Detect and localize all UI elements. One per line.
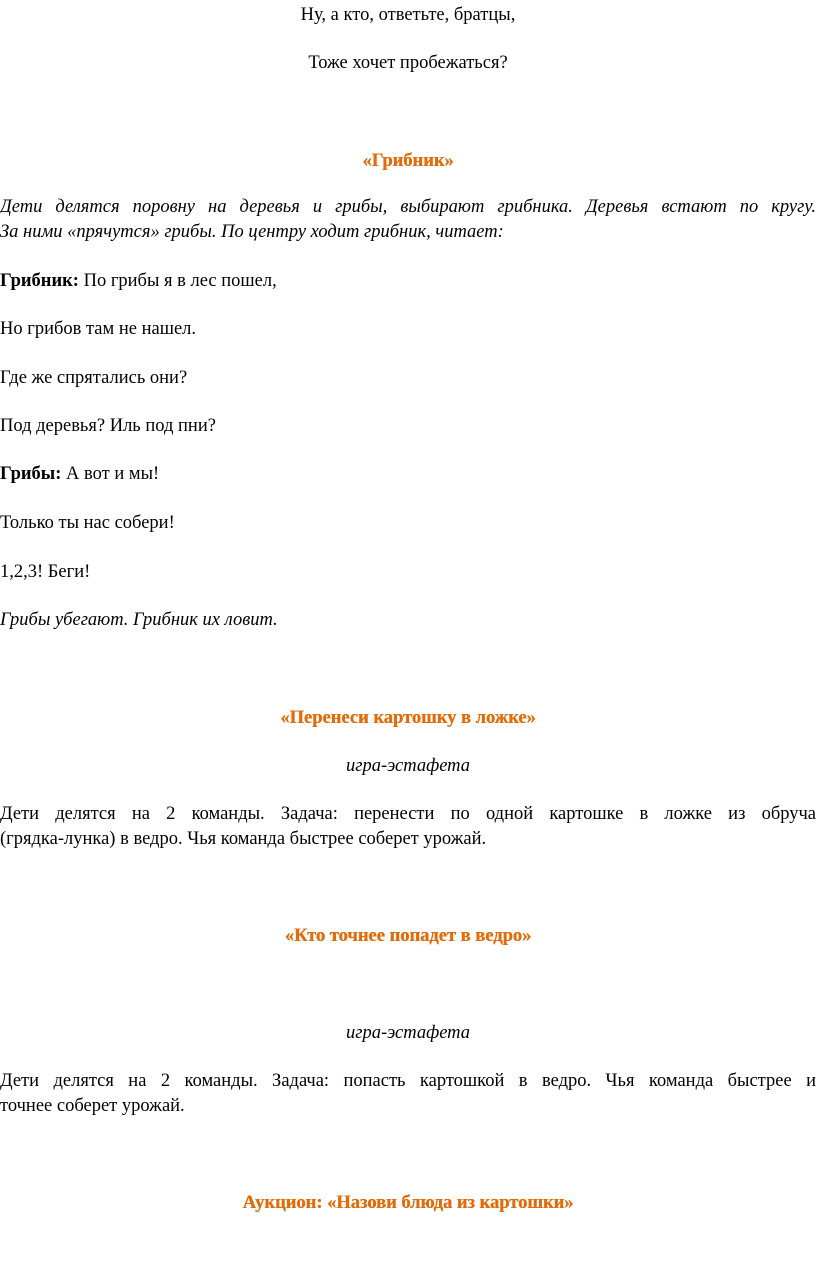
game-title-bucket-throw: «Кто точнее попадет в ведро» xyxy=(284,926,532,946)
game-description-line-1: Дети делятся на 2 команды. Задача: попасть картошкой в ведро. Чья команда быстрее и xyxy=(0,1071,816,1091)
game-description-line-2: точнее соберет урожай. xyxy=(0,1096,185,1116)
game-description-line-2: (грядка-лунка) в ведро. Чья команда быстрее соберет урожай. xyxy=(0,829,487,849)
game-ending-note: Грибы убегают. Грибник их ловит. xyxy=(0,610,278,630)
verse-line-6: Только ты нас собери! xyxy=(0,513,175,533)
verse-line-2: Но грибов там не нашел. xyxy=(0,319,197,339)
game-description-line-2: За ними «прячутся» грибы. По центру ходит грибник, читает: xyxy=(0,222,504,242)
game-title-auction: Аукцион: «Назови блюда из картошки» xyxy=(242,1193,574,1213)
verse-text: А вот и мы! xyxy=(61,464,160,484)
game-description-line-1: Дети делятся поровну на деревья и грибы, выбирают грибника. Деревья встают по кругу. xyxy=(0,197,816,217)
poem-line-1: Ну, а кто, ответьте, братцы, xyxy=(300,5,516,25)
speaker-label: Грибы: xyxy=(0,464,62,484)
game-subtitle: игра-эстафета xyxy=(345,756,471,776)
verse-line-7: 1,2,3! Беги! xyxy=(0,562,91,582)
verse-line-3: Где же спрятались они? xyxy=(0,368,188,388)
game-description-line-1: Дети делятся на 2 команды. Задача: перенести по одной картошке в ложке из обруча xyxy=(0,804,816,824)
verse-line-5 xyxy=(0,463,816,485)
verse-line-1 xyxy=(0,270,816,292)
game-title-potato-spoon: «Перенеси картошку в ложке» xyxy=(280,708,536,728)
game-title-gribnik: «Грибник» xyxy=(362,151,454,171)
speaker-label: Грибник: xyxy=(0,271,79,291)
game-subtitle: игра-эстафета xyxy=(345,1023,471,1043)
poem-line-2: Тоже хочет пробежаться? xyxy=(308,53,508,73)
verse-line-4: Под деревья? Иль под пни? xyxy=(0,416,216,436)
verse-text: По грибы я в лес пошел, xyxy=(78,271,277,291)
